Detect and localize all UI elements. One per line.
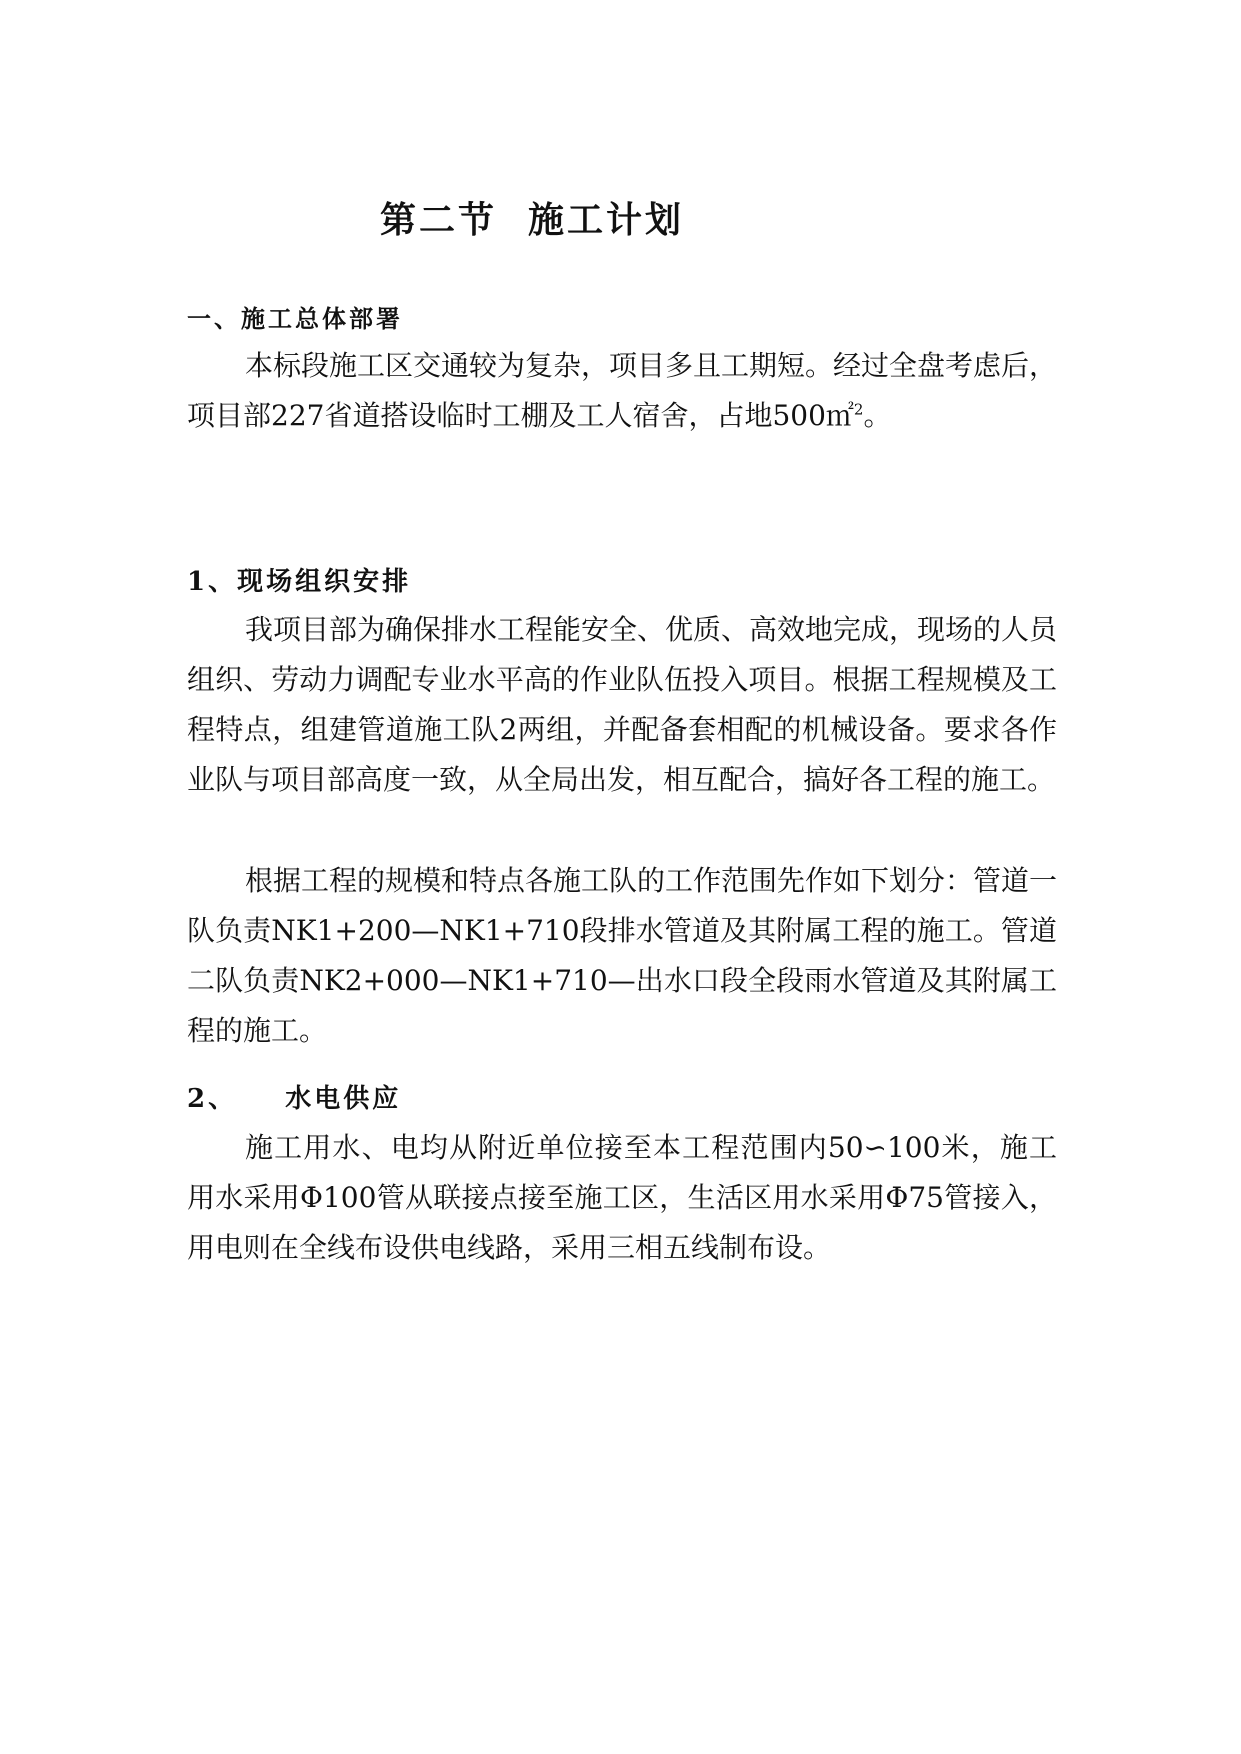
paragraph-general-deployment: [187, 341, 1057, 441]
paragraph-site-organization-1: 我项目部为确保排水工程能安全、优质、高效地完成，现场的人员组织、劳动力调配专业水平高的作业队伍投入项目。根据工程规模及工程特点，组建管道施工队2两组，并配备套相配的机械设备。要求各作业队与项目部高度一致，从全局出发，相互配合，搞好各工程的施工。: [187, 613, 1058, 796]
section-heading-general-deployment: 一、施工总体部署: [187, 304, 403, 333]
section-heading-water-power: 2、 水电供应: [187, 1084, 402, 1114]
page-title: 第二节 施工计划: [379, 199, 685, 241]
paragraph-water-power: 施工用水、电均从附近单位接至本工程范围内50∽100米，施工用水采用Φ100管从联接点接至施工区，生活区用水采用Φ75管接入，用电则在全线布设供电线路，采用三相五线制布设。: [187, 1131, 1057, 1264]
superscript: 2: [853, 400, 864, 419]
paragraph-text: 本标段施工区交通较为复杂，项目多且工期短。经过全盘考虑后，项目部227省道搭设临时工棚及工人宿舍，占地500㎡: [187, 349, 1058, 432]
paragraph-site-organization-2: 根据工程的规模和特点各施工队的工作范围先作如下划分：管道一队负责NK1+200—NK1+710段排水管道及其附属工程的施工。管道二队负责NK2+000—NK1+710—出水口段全段雨水管道及其附属工程的施工。: [187, 864, 1058, 1047]
paragraph-end: 。: [863, 399, 892, 432]
section-heading-site-organization: 1、现场组织安排: [187, 567, 412, 597]
